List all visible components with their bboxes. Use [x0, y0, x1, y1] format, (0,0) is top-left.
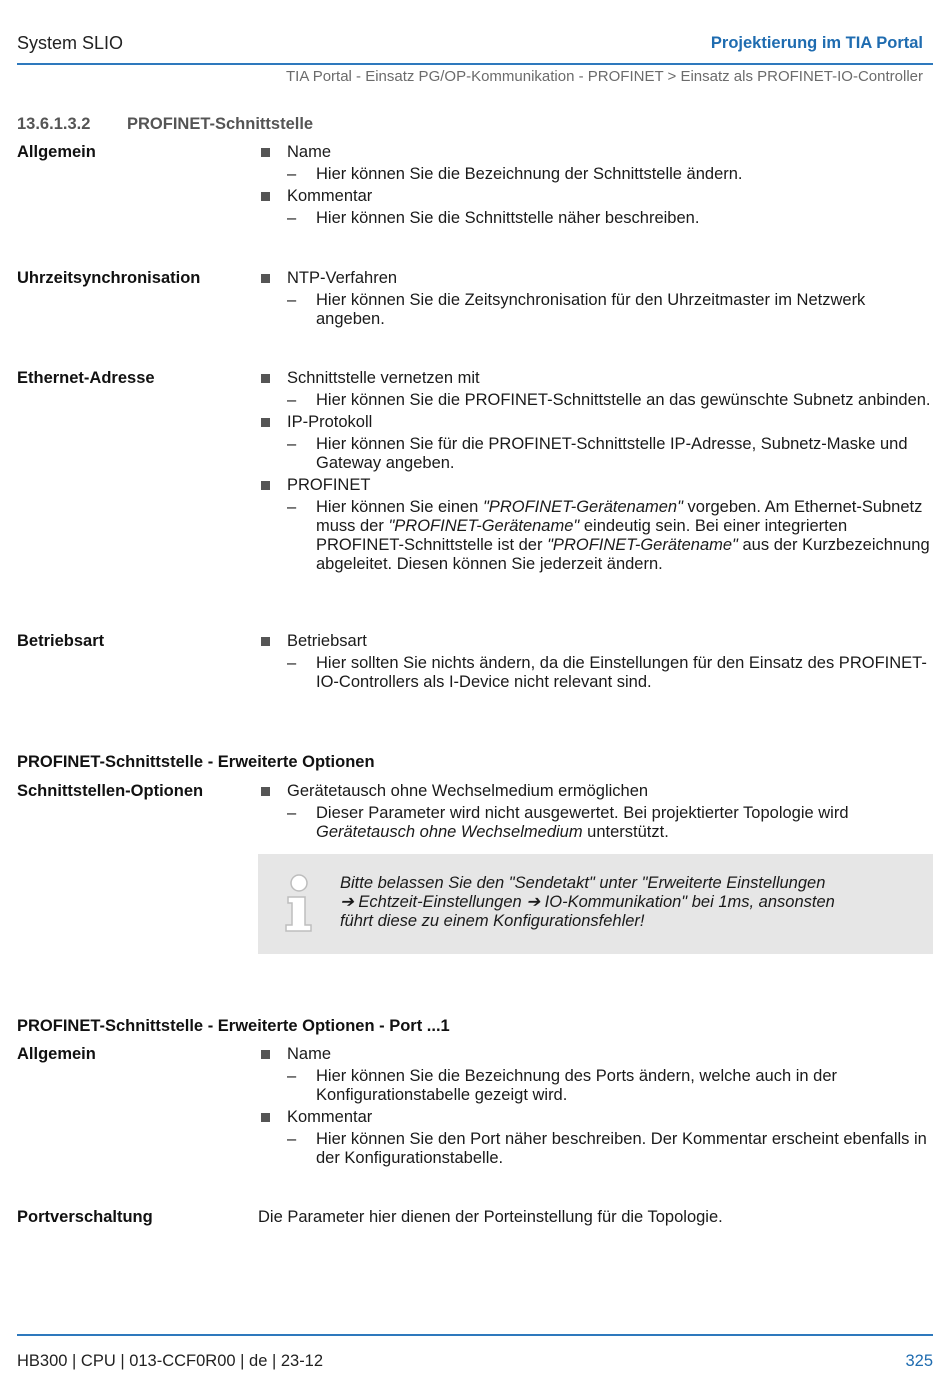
content-ethernet-adresse	[258, 369, 933, 577]
label-schnittstellen-optionen: Schnittstellen-Optionen	[17, 782, 204, 800]
section-number: 13.6.1.3.2	[17, 115, 91, 133]
dash-item: – Dieser Parameter wird nicht ausgewertet. Bei projektierter Topologie wird Gerätetausch ohne Wechselmedium unterstützt.	[287, 804, 849, 841]
bullet-item: IP-Protokoll	[258, 413, 933, 432]
dash-item: – Hier können Sie einen "PROFINET-Gerätenamen" vorgeben. Am Ethernet-Subnetz muss der "PROFINET-Gerätename" eindeutig sein. Bei einer integrierten PROFINET-Schnittstelle ist der "PROFINET-Gerätename" aus der Kurzbezeichnung abgeleitet. Diesen können Sie jederzeit ändern.	[287, 498, 930, 573]
document-title: System SLIO	[17, 33, 124, 53]
info-icon	[280, 873, 320, 933]
bullet-item: Gerätetausch ohne Wechselmedium ermöglichen	[258, 782, 933, 801]
note-line: führt diese zu einem Konfigurationsfehler!	[340, 912, 645, 930]
bullet-item: NTP-Verfahren	[258, 269, 933, 288]
dash-item: – Hier sollten Sie nichts ändern, da die Einstellungen für den Einsatz des PROFINET-IO-Controllers als I-Device nicht relevant sind.	[287, 654, 927, 691]
footer-rule	[17, 1334, 933, 1336]
heading-port: PROFINET-Schnittstelle - Erweiterte Optionen - Port ...1	[17, 1017, 450, 1035]
heading-erweiterte-optionen: PROFINET-Schnittstelle - Erweiterte Optionen	[17, 753, 375, 771]
bullet-item: Kommentar	[258, 187, 933, 206]
content-schnittstellen-optionen	[258, 782, 933, 845]
label-ethernet-adresse: Ethernet-Adresse	[17, 369, 155, 387]
bullet-item: Name	[258, 143, 933, 162]
content-portverschaltung: Die Parameter hier dienen der Porteinstellung für die Topologie.	[258, 1208, 723, 1226]
dash-item: – Hier können Sie den Port näher beschreiben. Der Kommentar erscheint ebenfalls in der Konfigurationstabelle.	[287, 1130, 927, 1167]
content-allgemein	[258, 143, 933, 231]
note-line: ➔ Echtzeit-Einstellungen ➔ IO-Kommunikation" bei 1ms, ansonsten	[340, 893, 835, 911]
note-text	[340, 874, 900, 931]
header-rule	[17, 63, 933, 65]
content-uhrzeitsynchronisation	[258, 269, 933, 332]
bullet-item: PROFINET	[258, 476, 933, 495]
label-portverschaltung: Portverschaltung	[17, 1208, 153, 1226]
dash-item: – Hier können Sie die Bezeichnung des Ports ändern, welche auch in der Konfigurationstabelle gezeigt wird.	[287, 1067, 837, 1104]
dash-item: – Hier können Sie die PROFINET-Schnittstelle an das gewünschte Subnetz anbinden.	[287, 391, 931, 409]
label-betriebsart: Betriebsart	[17, 632, 105, 650]
dash-item: – Hier können Sie für die PROFINET-Schnittstelle IP-Adresse, Subnetz-Maske und Gateway angeben.	[287, 435, 908, 472]
chapter-title: Projektierung im TIA Portal	[710, 34, 923, 52]
page-number: 325	[905, 1352, 933, 1370]
bullet-item: Kommentar	[258, 1108, 933, 1127]
bullet-item: Schnittstelle vernetzen mit	[258, 369, 933, 388]
dash-item: – Hier können Sie die Bezeichnung der Schnittstelle ändern.	[287, 165, 743, 183]
content-port-allgemein	[258, 1045, 933, 1171]
note-line: Bitte belassen Sie den "Sendetakt" unter "Erweiterte Einstellungen	[340, 874, 826, 892]
content-betriebsart	[258, 632, 933, 695]
bullet-item: Name	[258, 1045, 933, 1064]
bullet-item: Betriebsart	[258, 632, 933, 651]
section-title: PROFINET-Schnittstelle	[127, 115, 314, 133]
footer-document-id: HB300 | CPU | 013-CCF0R00 | de | 23-12	[17, 1352, 324, 1370]
dash-item: – Hier können Sie die Zeitsynchronisation für den Uhrzeitmaster im Netzwerk angeben.	[287, 291, 866, 328]
breadcrumb: TIA Portal - Einsatz PG/OP-Kommunikation - PROFINET > Einsatz als PROFINET-IO-Controller	[286, 68, 923, 85]
dash-item: – Hier können Sie die Schnittstelle näher beschreiben.	[287, 209, 700, 227]
label-allgemein: Allgemein	[17, 143, 96, 161]
label-port-allgemein: Allgemein	[17, 1045, 96, 1063]
label-uhrzeitsynchronisation: Uhrzeitsynchronisation	[17, 269, 201, 287]
